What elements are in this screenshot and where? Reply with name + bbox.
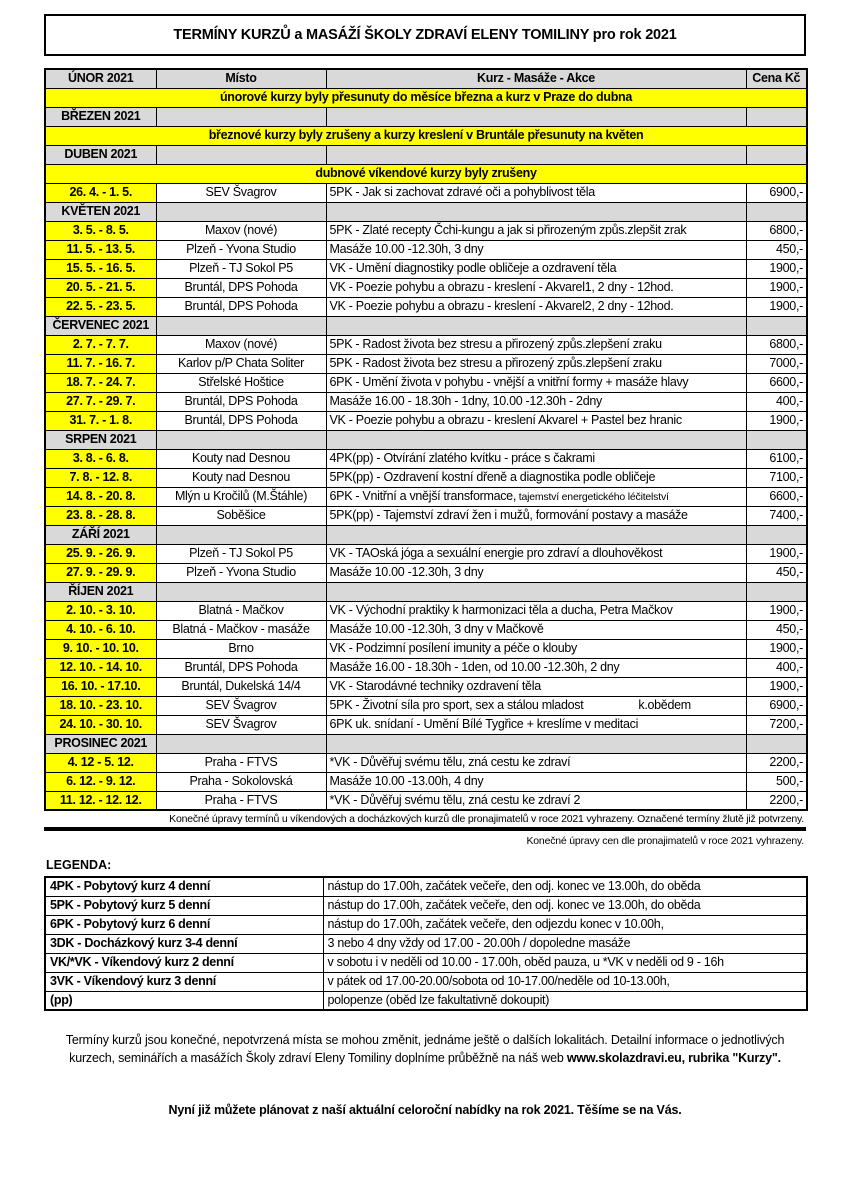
- course-row: [45, 449, 807, 468]
- date-cell: 26. 4. - 1. 5.: [45, 183, 156, 202]
- course-text: 5PK - Radost života bez stresu a přirozený způs.zlepšení zraku: [329, 336, 662, 351]
- legend-code-cell: 3VK - Víkendový kurz 3 denní: [45, 972, 323, 991]
- course-text: 4PK(pp) - Otvírání zlatého kvítku - práce s čakrami: [329, 450, 595, 465]
- date-cell: 11. 12. - 12. 12.: [45, 791, 156, 810]
- month-empty-course-cell: [326, 430, 746, 449]
- course-cell: [326, 563, 746, 582]
- month-label: ŘÍJEN 2021: [45, 582, 156, 601]
- legend-row: [45, 991, 807, 1010]
- month-label: BŘEZEN 2021: [45, 107, 156, 126]
- price-cell: 7100,-: [746, 468, 807, 487]
- month-label: DUBEN 2021: [45, 145, 156, 164]
- price-cell: 1900,-: [746, 544, 807, 563]
- place-cell: SEV Švagrov: [156, 715, 326, 734]
- course-text: 6PK - Vnitřní a vnější transformace,: [329, 488, 517, 503]
- price-cell: 1900,-: [746, 297, 807, 316]
- legend-code-cell: (pp): [45, 991, 323, 1010]
- month-label: PROSINEC 2021: [45, 734, 156, 753]
- course-text-right: k.obědem: [638, 697, 691, 712]
- legend-code-cell: 6PK - Pobytový kurz 6 denní: [45, 915, 323, 934]
- date-cell: 14. 8. - 20. 8.: [45, 487, 156, 506]
- place-cell: Mlýn u Kročilů (M.Štáhle): [156, 487, 326, 506]
- legend-row: [45, 915, 807, 934]
- banner-text: březnové kurzy byly zrušeny a kurzy kreslení v Bruntále přesunuty na květen: [45, 126, 807, 145]
- place-cell: Bruntál, DPS Pohoda: [156, 278, 326, 297]
- note-terms: Konečné úpravy termínů u víkendových a docházkových kurzů dle pronajimatelů v roce 2021 vyhrazeny. Označené termíny žlutě již potvrzeny.: [169, 813, 804, 825]
- course-text: *VK - Důvěřuj svému tělu, zná cestu ke zdraví 2: [329, 792, 581, 807]
- course-row: [45, 620, 807, 639]
- legend-code-cell: 3DK - Docházkový kurz 3-4 denní: [45, 934, 323, 953]
- month-row: [45, 107, 807, 126]
- course-row: [45, 791, 807, 810]
- course-cell: [326, 544, 746, 563]
- place-cell: Praha - FTVS: [156, 791, 326, 810]
- price-cell: 1900,-: [746, 601, 807, 620]
- course-text: VK - Poezie pohybu a obrazu - kreslení - Akvarel1, 2 dny - 12hod.: [329, 279, 674, 294]
- header-month: ÚNOR 2021: [45, 69, 156, 88]
- course-row: [45, 411, 807, 430]
- note-prices: Konečné úpravy cen dle pronajimatelů v roce 2021 vyhrazeny.: [526, 835, 804, 847]
- price-cell: 1900,-: [746, 639, 807, 658]
- date-cell: 9. 10. - 10. 10.: [45, 639, 156, 658]
- schedule-table: [44, 68, 808, 811]
- course-cell: [326, 449, 746, 468]
- date-cell: 2. 7. - 7. 7.: [45, 335, 156, 354]
- legend-row: [45, 896, 807, 915]
- legend-row: [45, 934, 807, 953]
- legend-desc-cell: polopenze (oběd lze fakultativně dokoupit): [323, 991, 807, 1010]
- date-cell: 20. 5. - 21. 5.: [45, 278, 156, 297]
- date-cell: 11. 5. - 13. 5.: [45, 240, 156, 259]
- legend-table-body: [45, 877, 807, 1010]
- month-empty-place-cell: [156, 202, 326, 221]
- course-text: Masáže 16.00 - 18.30h - 1den, od 10.00 -12.30h, 2 dny: [329, 659, 620, 674]
- course-cell: [326, 468, 746, 487]
- date-cell: 15. 5. - 16. 5.: [45, 259, 156, 278]
- date-cell: 4. 12 - 5. 12.: [45, 753, 156, 772]
- legend-desc-cell: nástup do 17.00h, začátek večeře, den odjezdu konec v 10.00h,: [323, 915, 807, 934]
- footer-closing: Nyní již můžete plánovat z naší aktuální celoroční nabídky na rok 2021. Těšíme se na Vás.: [168, 1103, 682, 1118]
- course-cell: [326, 392, 746, 411]
- price-cell: 6800,-: [746, 221, 807, 240]
- place-cell: Brno: [156, 639, 326, 658]
- header-place: Místo: [156, 69, 326, 88]
- month-empty-place-cell: [156, 430, 326, 449]
- course-cell: [326, 240, 746, 259]
- document-title: TERMÍNY KURZŮ a MASÁŽÍ ŠKOLY ZDRAVÍ ELENY TOMILINY pro rok 2021: [173, 27, 677, 43]
- price-cell: 6800,-: [746, 335, 807, 354]
- legend-code-cell: VK/*VK - Víkendový kurz 2 denní: [45, 953, 323, 972]
- course-cell: [326, 772, 746, 791]
- course-row: [45, 772, 807, 791]
- legend-desc-cell: v sobotu i v neděli od 10.00 - 17.00h, oběd pauza, u *VK v neděli od 9 - 16h: [323, 953, 807, 972]
- price-cell: 1900,-: [746, 278, 807, 297]
- header-price: Cena Kč: [746, 69, 807, 88]
- course-text: VK - Poezie pohybu a obrazu - kreslení - Akvarel2, 2 dny - 12hod.: [329, 298, 674, 313]
- legend-row: [45, 953, 807, 972]
- course-text: 5PK - Radost života bez stresu a přirozený způs.zlepšení zraku: [329, 355, 662, 370]
- place-cell: Kouty nad Desnou: [156, 449, 326, 468]
- footer-paragraph-text: Termíny kurzů jsou konečné, nepotvrzená místa se mohou změnit, jednáme ještě o dalších lokalitách. Detailní informace o jednotlivých kurzech, seminářích a masážích Školy zdraví Eleny Tomiliny doplníme průběžně na náš web: [65, 1033, 785, 1066]
- month-empty-price-cell: [746, 107, 807, 126]
- course-row: [45, 563, 807, 582]
- course-text: 6PK uk. snídaní - Umění Bílé Tygřice + kreslíme v meditaci: [329, 716, 639, 731]
- course-cell: [326, 373, 746, 392]
- month-row: [45, 582, 807, 601]
- month-row: [45, 430, 807, 449]
- month-empty-place-cell: [156, 525, 326, 544]
- place-cell: SEV Švagrov: [156, 183, 326, 202]
- month-row: [45, 145, 807, 164]
- date-cell: 18. 7. - 24. 7.: [45, 373, 156, 392]
- course-text: VK - TAOská jóga a sexuální energie pro zdraví a dlouhověkost: [329, 545, 663, 560]
- month-empty-place-cell: [156, 107, 326, 126]
- course-cell: [326, 354, 746, 373]
- month-empty-course-cell: [326, 202, 746, 221]
- course-cell: [326, 487, 746, 506]
- legend-code-cell: 4PK - Pobytový kurz 4 denní: [45, 877, 323, 896]
- place-cell: Plzeň - Yvona Studio: [156, 563, 326, 582]
- month-empty-place-cell: [156, 734, 326, 753]
- month-empty-course-cell: [326, 582, 746, 601]
- course-text: 5PK(pp) - Tajemství zdraví žen i mužů, formování postavy a masáže: [329, 507, 688, 522]
- place-cell: Blatná - Mačkov: [156, 601, 326, 620]
- banner-text: dubnové víkendové kurzy byly zrušeny: [45, 164, 807, 183]
- month-empty-price-cell: [746, 734, 807, 753]
- legend-code-cell: 5PK - Pobytový kurz 5 denní: [45, 896, 323, 915]
- course-cell: [326, 620, 746, 639]
- course-cell: [326, 696, 746, 715]
- course-cell: [326, 183, 746, 202]
- place-cell: SEV Švagrov: [156, 696, 326, 715]
- course-text: 6PK - Umění života v pohybu - vnější a vnitřní formy + masáže hlavy: [329, 374, 689, 389]
- course-row: [45, 639, 807, 658]
- month-empty-price-cell: [746, 525, 807, 544]
- price-cell: 500,-: [746, 772, 807, 791]
- price-cell: 1900,-: [746, 411, 807, 430]
- legend-row: [45, 877, 807, 896]
- price-cell: 6900,-: [746, 696, 807, 715]
- place-cell: Střelské Hoštice: [156, 373, 326, 392]
- course-row: [45, 221, 807, 240]
- price-cell: 450,-: [746, 620, 807, 639]
- place-cell: Bruntál, DPS Pohoda: [156, 392, 326, 411]
- legend-desc-cell: nástup do 17.00h, začátek večeře, den odj. konec ve 13.00h, do oběda: [323, 877, 807, 896]
- date-cell: 31. 7. - 1. 8.: [45, 411, 156, 430]
- course-text: VK - Poezie pohybu a obrazu - kreslení Akvarel + Pastel bez hranic: [329, 412, 682, 427]
- banner-row: [45, 164, 807, 183]
- course-text: 5PK - Jak si zachovat zdravé oči a pohyblivost těla: [329, 184, 595, 199]
- course-cell: [326, 601, 746, 620]
- month-empty-course-cell: [326, 525, 746, 544]
- price-cell: 1900,-: [746, 677, 807, 696]
- double-rule: [44, 827, 806, 831]
- course-row: [45, 468, 807, 487]
- footer-paragraph: [53, 1031, 798, 1067]
- course-text: VK - Starodávné techniky ozdravení těla: [329, 678, 541, 693]
- course-row: [45, 183, 807, 202]
- course-text-small: tajemství energetického léčitelství: [516, 490, 669, 503]
- month-empty-price-cell: [746, 316, 807, 335]
- date-cell: 27. 9. - 29. 9.: [45, 563, 156, 582]
- place-cell: Maxov (nové): [156, 335, 326, 354]
- place-cell: Praha - FTVS: [156, 753, 326, 772]
- course-row: [45, 240, 807, 259]
- legend-desc-cell: nástup do 17.00h, začátek večeře, den odj. konec ve 13.00h, do oběda: [323, 896, 807, 915]
- month-row: [45, 202, 807, 221]
- month-empty-place-cell: [156, 582, 326, 601]
- month-label: ČERVENEC 2021: [45, 316, 156, 335]
- place-cell: Bruntál, Dukelská 14/4: [156, 677, 326, 696]
- course-row: [45, 601, 807, 620]
- date-cell: 3. 5. - 8. 5.: [45, 221, 156, 240]
- date-cell: 12. 10. - 14. 10.: [45, 658, 156, 677]
- date-cell: 6. 12. - 9. 12.: [45, 772, 156, 791]
- place-cell: Bruntál, DPS Pohoda: [156, 411, 326, 430]
- legend-table: [44, 876, 808, 1011]
- course-text: VK - Umění diagnostiky podle obličeje a ozdravení těla: [329, 260, 617, 275]
- course-text: *VK - Důvěřuj svému tělu, zná cestu ke zdraví: [329, 754, 571, 769]
- price-cell: 7000,-: [746, 354, 807, 373]
- schedule-table-body: [45, 88, 807, 810]
- place-cell: Maxov (nové): [156, 221, 326, 240]
- price-cell: 6100,-: [746, 449, 807, 468]
- place-cell: Plzeň - Yvona Studio: [156, 240, 326, 259]
- table-header-row: [45, 69, 807, 88]
- month-empty-place-cell: [156, 145, 326, 164]
- place-cell: Plzeň - TJ Sokol P5: [156, 259, 326, 278]
- month-empty-place-cell: [156, 316, 326, 335]
- course-row: [45, 696, 807, 715]
- price-cell: 6600,-: [746, 487, 807, 506]
- month-empty-price-cell: [746, 202, 807, 221]
- price-cell: 450,-: [746, 240, 807, 259]
- course-row: [45, 392, 807, 411]
- course-text: VK - Podzimní posílení imunity a péče o klouby: [329, 640, 577, 655]
- place-cell: Soběšice: [156, 506, 326, 525]
- price-cell: 2200,-: [746, 753, 807, 772]
- course-row: [45, 335, 807, 354]
- price-cell: 6600,-: [746, 373, 807, 392]
- course-cell: [326, 715, 746, 734]
- course-text: 5PK - Zlaté recepty Čchi-kungu a jak si přirozeným způs.zlepšit zrak: [329, 222, 687, 237]
- course-row: [45, 487, 807, 506]
- course-text: Masáže 10.00 -12.30h, 3 dny: [329, 241, 484, 256]
- course-row: [45, 658, 807, 677]
- course-cell: [326, 411, 746, 430]
- price-cell: 7200,-: [746, 715, 807, 734]
- legend-title: LEGENDA:: [46, 858, 112, 872]
- date-cell: 18. 10. - 23. 10.: [45, 696, 156, 715]
- month-label: KVĚTEN 2021: [45, 202, 156, 221]
- course-row: [45, 715, 807, 734]
- course-row: [45, 753, 807, 772]
- course-row: [45, 544, 807, 563]
- course-row: [45, 677, 807, 696]
- month-row: [45, 316, 807, 335]
- footer-paragraph-bold: www.skolazdravi.eu, rubrika "Kurzy".: [566, 1051, 781, 1066]
- course-row: [45, 506, 807, 525]
- course-cell: [326, 335, 746, 354]
- month-row: [45, 734, 807, 753]
- course-row: [45, 297, 807, 316]
- date-cell: 7. 8. - 12. 8.: [45, 468, 156, 487]
- date-cell: 3. 8. - 6. 8.: [45, 449, 156, 468]
- course-text: VK - Východní praktiky k harmonizaci těla a ducha, Petra Mačkov: [329, 602, 673, 617]
- month-empty-price-cell: [746, 582, 807, 601]
- price-cell: 400,-: [746, 392, 807, 411]
- course-text: Masáže 10.00 -12.30h, 3 dny v Mačkově: [329, 621, 544, 636]
- price-cell: 6900,-: [746, 183, 807, 202]
- course-row: [45, 278, 807, 297]
- course-cell: [326, 221, 746, 240]
- legend-desc-cell: 3 nebo 4 dny vždy od 17.00 - 20.00h / dopoledne masáže: [323, 934, 807, 953]
- date-cell: 16. 10. - 17.10.: [45, 677, 156, 696]
- course-text: Masáže 16.00 - 18.30h - 1dny, 10.00 -12.30h - 2dny: [329, 393, 602, 408]
- month-empty-price-cell: [746, 430, 807, 449]
- month-empty-price-cell: [746, 145, 807, 164]
- banner-text: únorové kurzy byly přesunuty do měsíce března a kurz v Praze do dubna: [45, 88, 807, 107]
- banner-row: [45, 88, 807, 107]
- course-text: 5PK(pp) - Ozdravení kostní dřeně a diagnostika podle obličeje: [329, 469, 656, 484]
- course-cell: [326, 639, 746, 658]
- course-cell: [326, 658, 746, 677]
- course-cell: [326, 506, 746, 525]
- course-cell: [326, 259, 746, 278]
- date-cell: 24. 10. - 30. 10.: [45, 715, 156, 734]
- month-empty-course-cell: [326, 734, 746, 753]
- place-cell: Plzeň - TJ Sokol P5: [156, 544, 326, 563]
- header-course: Kurz - Masáže - Akce: [326, 69, 746, 88]
- course-cell: [326, 753, 746, 772]
- course-cell: [326, 677, 746, 696]
- month-label: ZÁŘÍ 2021: [45, 525, 156, 544]
- course-row: [45, 373, 807, 392]
- course-row: [45, 259, 807, 278]
- course-cell: [326, 297, 746, 316]
- place-cell: Bruntál, DPS Pohoda: [156, 297, 326, 316]
- month-empty-course-cell: [326, 316, 746, 335]
- month-empty-course-cell: [326, 145, 746, 164]
- legend-desc-cell: v pátek od 17.00-20.00/sobota od 10-17.00/neděle od 10-13.00h,: [323, 972, 807, 991]
- banner-row: [45, 126, 807, 145]
- course-text: Masáže 10.00 -13.00h, 4 dny: [329, 773, 484, 788]
- date-cell: 23. 8. - 28. 8.: [45, 506, 156, 525]
- date-cell: 2. 10. - 3. 10.: [45, 601, 156, 620]
- month-empty-course-cell: [326, 107, 746, 126]
- place-cell: Bruntál, DPS Pohoda: [156, 658, 326, 677]
- document-title-box: [44, 14, 806, 56]
- place-cell: Kouty nad Desnou: [156, 468, 326, 487]
- place-cell: Praha - Sokolovská: [156, 772, 326, 791]
- course-cell: [326, 278, 746, 297]
- price-cell: 450,-: [746, 563, 807, 582]
- course-cell: [326, 791, 746, 810]
- date-cell: 4. 10. - 6. 10.: [45, 620, 156, 639]
- price-cell: 2200,-: [746, 791, 807, 810]
- place-cell: Karlov p/P Chata Soliter: [156, 354, 326, 373]
- date-cell: 25. 9. - 26. 9.: [45, 544, 156, 563]
- date-cell: 22. 5. - 23. 5.: [45, 297, 156, 316]
- course-text: 5PK - Životní síla pro sport, sex a stálou mladost: [329, 697, 584, 712]
- date-cell: 11. 7. - 16. 7.: [45, 354, 156, 373]
- month-row: [45, 525, 807, 544]
- price-cell: 7400,-: [746, 506, 807, 525]
- place-cell: Blatná - Mačkov - masáže: [156, 620, 326, 639]
- course-row: [45, 354, 807, 373]
- legend-row: [45, 972, 807, 991]
- price-cell: 400,-: [746, 658, 807, 677]
- month-label: SRPEN 2021: [45, 430, 156, 449]
- price-cell: 1900,-: [746, 259, 807, 278]
- course-text: Masáže 10.00 -12.30h, 3 dny: [329, 564, 484, 579]
- date-cell: 27. 7. - 29. 7.: [45, 392, 156, 411]
